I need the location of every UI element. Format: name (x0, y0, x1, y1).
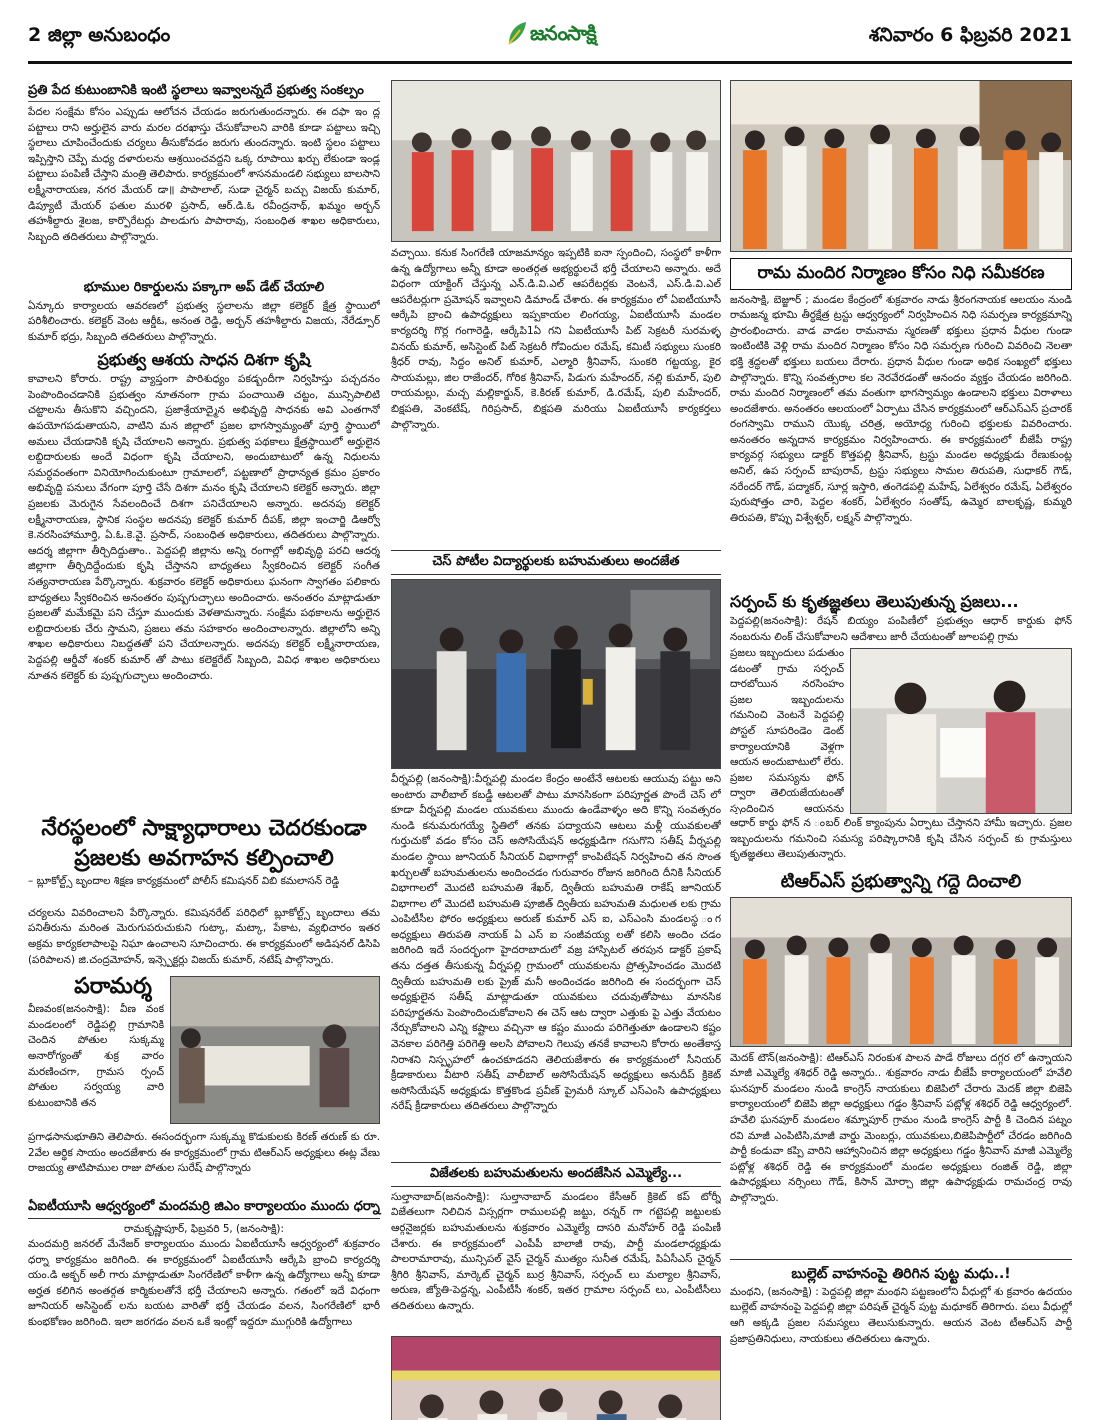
article-mla-prizes-headline: విజేతలకు బహుమతులను అందజేసిన ఎమ్మెల్యే... (391, 1162, 721, 1187)
page-date: శనివారం 6 ఫిబ్రవరి 2021 (868, 24, 1072, 46)
column-2 (391, 80, 721, 1420)
article-govtgoal-headline: ప్రభుత్వ ఆశయ సాధన దిశగా కృషి (97, 349, 311, 369)
article-sarpanch-headline: సర్పంచ్ కు కృతజ్ఞతలు తెలుపుతున్న ప్రజలు... (730, 591, 1019, 611)
newspaper-logo (506, 18, 626, 52)
logo-text: జనంసాక్షి (530, 21, 596, 45)
article-bullet-headline: బుల్లెట్ వాహనంపై తిరిగిన పుట్ట మధు..! (730, 1259, 1072, 1282)
article-chess-headline: చెస్ పోటీల విద్యార్థులకు బహుమతులు అందజేత (391, 550, 721, 575)
article-landrecords-headline: భూముల రికార్డులను పక్కాగా అప్ డేట్ చేయాలి (83, 279, 325, 295)
bjp-joining-photo (730, 897, 1072, 1047)
article-chess-body: వీర్నపల్లి (జనంసాక్షి):వీర్నపల్లి మండల కేంద్రం అంటేనే ఆటలకు ఆయువు పట్టు అని అంటారు వాలీబాల్ కబడ్డీ ఆటలతో పాటు మానసికంగా పరిపూర్ణత పొందే చెస్ లో కూడా వీర్నపల్లి మండల యువకులు ముందు ఉండేవాళ్ళం అది కొన్ని సంవత్సరం నుండి కనుమరుగయ్యే స్థితిలో తనకు పద్యాయని ఆటలు మళ్లీ యువకులతో గుర్తుచుకో వడం కోసం చెస్ అసోసియేషన్ అధ్యక్షుడిగా గసుగొని సతీష్ వీర్నపల్లి మండల స్థాయి జూనియర్ సీనియర్ విభాగాల్లో కాంపిటేషన్ నిర్వహించి తన సొంత ఖర్చులతో బహుమతులను అందించడం గురువారం రోజున జరిగింది దీనికి సీనియర్ విభాగాలలో మొదటి బహుమతి శేఖర్, ద్వితీయ బహుమతి రాకేష్ జూనియర్ విభాగాల లో మొదటి బహుమతి పూజిత్ ద్వితీయ బహుమతి మధులత లకు గ్రామ ఎంపిటీసీల ఫోరం అధ్యక్షులు అరుణ్ కుమార్ ఎస్ ఐ, ఎస్ఎంసి మండలస్థ ంగ అధ్యక్షులు తిరుపతి నాయక్ ఏ ఎస్ ఐ సంజీవయ్య లతో కలిసి అందిం చడం జరిగింది ఇదే సందర్భంగా హైదరాబాదులో వజ్ర హాస్పిటల్ తరపున డాక్టర్ ప్రకాష్ తను దత్తత తీసుకున్న వీర్నపల్లి గ్రామంలో యువకులను ప్రోత్సహించడం మొదటి ద్వితీయ బహుమతి లకు ప్రైజ్ మనీ అందించడం జరిగింది ఈ సందర్భంగా చెస్ అధ్యక్షులైన సతీష్ మాట్లాడుతూ యువకులు చదువుతోపాటు మానసిక పరిపూర్ణతను పెంపొందించుకోవాలని ఈ చెస్ ఆట ద్వారా ఎత్తుకు పై ఎత్తు వేయటం నేర్చుకోవాలని ఎన్ని కష్టాలు వచ్చినా ఆ కష్టం ముందు పరిగెత్తుతూ ఉండాలని కష్టం వెనకాల పరిగెత్తి పరిగెత్తి అలసి పోవాలని గెలుపు తనకే కావాలని కోరారు అంతేకాస్త నిరాశని నిస్పృహలో ఉంచకూడదని తెలియజేశారు ఈ కార్యక్రమంలో సీనియర్ క్రీడాకారులు వీటారి సతీష్ వాలీబాల్ అసోసియేషన్ అధ్యక్షులు అనుదీప్ క్రికెట్ అసోసియేషన్ అధ్యక్షుడు కొత్తకొండ ప్రవీణ్ ప్రైమరీ స్కూల్ ఎస్ఎంసి ఉపాధ్యక్షులు నరేష్ క్రీడాకారులు తదితరులు పాల్గొన్నారు (391, 772, 721, 1113)
article-trs-headline: టిఆర్ఎస్ ప్రభుత్వాన్ని గద్దె దించాలి (780, 870, 1022, 892)
article-crimescene-subhead: – బ్లూకోల్ట్స్ బృందాల శిక్షణ కార్యక్రమంలో పోలీస్ కమిషనర్ విబి కమలాసన్ రెడ్డి (28, 874, 340, 887)
article-rammandir-body: జనంసాక్షి, బెజ్జూర్ ; మండల కేంద్రంలో శుక్రవారం నాడు శ్రీరంగనాయక ఆలయం నుండి రామజన్మ భూమి తీర్థక్షేత్ర ట్రస్టు ఆధ్వర్యంలో నిర్వహించిన నిధి సమర్పణ కార్యక్రమాన్ని ప్రారంభించారు. వాడ వాడల రామనామ స్మరణతో భక్తులు ప్రధాన వీధుల గుండా ఇంటింటికి వెళ్లి రామ మందిర నిర్మాణం కోసం నిధి సమర్పణ గురించి వివరించి నెలతా భక్తి శ్రద్ధలతో భక్తులు బయలు దేరారు. ప్రధాన వీధుల గుండా అధిక సంఖ్యలో భక్తులు పాల్గొన్నారు. కొన్ని సంవత్సరాల కల నెరవేరడంతో ఆనందం వ్యక్తం చేయడం జరిగింది. రామ మందిర నిర్మాణంలో తమ వంతుగా భాగస్వామ్యం ఉండాలని భక్తులు విరాళాలు అందజేశారు. అనంతరం ఆలయంలో ఏర్పాటు చేసిన కార్యక్రమంలో ఆర్ఎస్ఎస్ ప్రచారక్ రంగస్వామి రాముని యొక్క చరిత్ర, అయోధ్య గురించి భక్తులకు వివరించారు. అనంతరం అన్నదాన కార్యక్రమం నిర్వహించారు. ఈ కార్యక్రమంలో బీజేపీ రాష్ట్ర కార్యవర్గ సభ్యులు డాక్టర్ కొత్తపల్లి శ్రీనివాస్, ట్రస్టు మండల అధ్యక్షుడు రేణుకుంట్ల అనిల్, ఉప సర్పంచ్ బాపురావ్, ట్రస్టు సభ్యులు సామల తిరుపతి, సుధాకర్ గౌడ్, నరేందర్ గౌడ్, పద్మాకర్, సూర్ల ఇస్తారి, తంగెడపల్లి మహేష్, ఏలేశ్వరం రమేష్, ఏలేశ్వరం పురుషోత్తం చారి, పెద్దల శంకర్, ఏలేశ్వరం సంతోష్, ఉమ్మెర బాలకృష్ణ, కుమ్మరి తిరుపతి, కొప్పు విశ్వేశ్వర్, లక్ష్మన్ పాల్గొన్నారు. (730, 293, 1072, 524)
article-landrecords-body: ఏన్కూరు కార్యాలయ ఆవరణలో ప్రభుత్వ స్థలాలను జిల్లా కలెక్టర్ క్షేత్ర స్థాయిలో పరిశీలించారు. కలెక్టర్ వెంట ఆర్డీఓ, అనంత రెడ్డి, అర్బన్ తహశీల్దారు విజయ, నేరేడ్పూర్ కుమార్ భద్రు, సిబ్బంది తదితరులు పాల్గొన్నారు. (28, 299, 380, 344)
article-condolence-headline: పరామర్శ (74, 973, 152, 999)
article-trs-body: మెదక్ టౌన్(జనంసాక్షి): టిఆర్ఎస్ నిరంకుశ పాలన పాడే రోజులు దగ్గర లో ఉన్నాయని మాజీ ఎమ్మెల్యే శశిధర్ రెడ్డి అన్నారు.. శుక్రవారం నాడు బీజేపీ కార్యాలయంలో హవేలి ఘనపూర్ మండలం నుండి కాంగ్రెస్ నాయకులు బిజెపిలో చేరారు మెదక్ జిల్లా బిజెపి కార్యాలయంలో బిజెపి జిల్లా అధ్యక్షులు గడ్డం శ్రీనివాస్ పట్లోళ్ల శశిధర్ రెడ్డి ఆధ్వర్యంలో. హవేలి ఘనపూర్ మండలం శమ్నాపూర్ గ్రామం నుండి కాంగ్రెస్ పార్టీ కి చెందిన పట్నం రవి మాజీ ఎంపిటిసి,మాజీ వార్డు మెంబర్లు, యువకులు,బిజెపిపార్టీలో చేరడం జరిగింది పార్టీ కండువా కప్పి వారిని ఆహ్వానించిన జిల్లా అధ్యక్షులు గడ్డం శ్రీనివాస్ మాజీ ఎమ్మెల్యే పట్లోళ్ల శశిధర్ రెడ్డి ఈ కార్యక్రమంలో మండల అధ్యక్షులు రంజిత్ రెడ్డి, జిల్లా ఉపాధ్యక్షులు నర్సింలు గౌడ్, కిసాన్ మోర్చా జిల్లా ఉపాధ్యక్షుడు రామచంద్ర రావు పాల్గొన్నారు. (730, 1051, 1072, 1204)
article-union-body: వచ్చాయి. కనుక సింగరేణి యాజమాన్యం ఇప్పటికి ఐనా స్పందించి, సంస్థలో కాళీగా ఉన్న ఉద్యోగాలు అన్నీ కూడా అంతర్గత అభ్యర్థులచే భర్తీ చేయాలని అన్నారు. అదే విధంగా యాక్టింగ్ చేస్తున్న ఎన్.డి.వి.ఎల్ ఆపరేటర్లకు వెంటనే, ఎస్.డి.వి.ఎల్ ఆపరేటర్లుగా ప్రమోషన్ ఇవ్వాలని డిమాండ్ చేశారు. ఈ కార్యక్రమం లో ఏఐటీయూసీ ఆర్కేపి బ్రాంచి ఉపాధ్యక్షులు ఇప్పకాయల లింగయ్య, ఏఐటీయూసీ మండల కార్యదర్శి గొర్ల గంగారెడ్డి, ఆర్కేపి1ఏ గని ఏఐటీయూసీ పిట్ సెక్రటరీ సురమళ్ళ వినయ్ కుమార్, అసిస్టెంట్ పిట్ సెక్రటరీ గోవిందుల రమేష్, కమిటీ సభ్యులు సుంకరి శ్రీధర్ రావు, సిద్దం అనిల్ కుమార్, ఎల్మారి శ్రీనివాస్, సుంకరి గట్టయ్య, కైర సాయమల్లు, జిల రాజేందర్, గోరిక శ్రీనివాస్, పిడుగు మహేందర్, నల్లి కుమార్, పులి రాయమల్లు, మచ్చ మల్లికార్జున్, కె.కిరణ్ కుమార్, డి.రమేష్, పులి మహేందర్, బిక్షపతి, వెంకటేష్, గిరిప్రసాద్, బిక్షపతి మరియు ఏఐటీయూసీ కార్యకర్తలు పాల్గొన్నారు. (391, 247, 721, 431)
article-housing-headline: ప్రతి పేద కుటుంబానికి ఇంటి స్థలాలు ఇవ్వాలన్నదే ప్రభుత్వ సంకల్పం (28, 84, 380, 102)
divider (28, 1218, 380, 1219)
chess-prize-photo (391, 579, 721, 769)
leaf-icon (506, 20, 528, 48)
article-bullet-body: మంథని, (జనంసాక్షి) : పెద్దపల్లి జిల్లా మంథని పట్టణంలోని వీధుల్లో శు క్రవారం ఉదయం బుల్లెట్ వాహనంపై పెద్దపల్లి జిల్లా పరిషత్ చైర్మన్ పుట్ట మధూకర్ తిరిగారు. పలు వీధుల్లో ఆగి అక్కడి ప్రజల సమస్యలు తెలుసుకున్నారు. ఆయన వెంట టీఆర్ఎస్ పార్టీ ప్రజాప్రతినిధులు, నాయకులు తదితరులు ఉన్నారు. (730, 1285, 1072, 1345)
article-sarpanch-body: ఆధార్ కార్డు ఫోన్ న ంబర్ లింక్ క్యాంపును ఏర్పాటు చేస్తానని హామీ ఇచ్చారు. ప్రజల ఇబ్బందులను గమనించి సమస్య పరిష్కారానికి కృషి చేసిన సర్పంచ్ కు గ్రామస్తులు కృతజ్ఞతలు తెలుపుతున్నారు. (730, 816, 1072, 861)
article-condolence-side-text: వీణవంక(జనంసాక్షి): వీణ వంక మండలంలో రెడ్డిపల్లి గ్రామానికి చెందిన పోతుల సుక్కమ్మ అనారోగ్యంతో శుక్ర వారం మరణించగా, గ్రామస ర్పంచ్ పోతుల సర్వయ్య వారి కుటుంబానికి తన (28, 1003, 164, 1109)
article-crimescene-headline-1: నేరస్థలంలో సాక్ష్యాధారాలు చెదరకుండా (41, 816, 367, 842)
article-mla-prizes-body: సుల్తానాబాద్(జనంసాక్షి): సుల్తానాబాద్ మండలం కేసీఆర్ క్రికెట్ కప్ టోర్నీ విజేతలుగా నిలిచిన విస్సర్లగా రాములపల్లి జట్టు, రన్నర్ గా గట్టెపల్లి జట్టులకు ఆర్గనైజర్లకు బహుమతులను శుక్రవారం ఎమ్మెల్యే దాసరి మనోహర్ రెడ్డి పంపిణీ చేశారు. ఈ కార్యక్రమంలో ఎంపీపీ బాలాజీ రావు, పార్టీ మండలాధ్యక్షుడు పాలరామారావు, మున్సిపల్ వైస్ చైర్మన్ ముత్యం సునీత రమేష్, పిఏసీఎస్ చైర్మన్ శ్రీగిరి శ్రీనివాస్, మార్కెట్ చైర్మన్ బుర్ర శ్రీనివాస్, సర్పంచ్ లు మల్యాల శ్రీనివాస్, అరుణ, జ్యోతి-పెద్దన్న, ఎంపీటీసీ శంకర్, ఇతర గ్రామాల సర్పంచ్ లు, ఎంపీటీసీలు తదితరులు ఉన్నారు. (391, 1190, 721, 1313)
column-1 (28, 80, 380, 1347)
article-govtgoal-body: కావాలని కోరారు. రాష్ట్ర వ్యాప్తంగా పారిశుధ్యం పకడ్బందీగా నిర్వహిస్తు పచ్చదనం పెంపొందించడానికి ప్రభుత్వం నూతనంగా గ్రామ పంచాయితి చట్టం, మున్సిపాలిటి చట్టాలను తీసుకొని వచ్చిందని, ప్రజాశ్రేయాద్మైన అభివృద్ది సాధనకు అవి ఎంతగానో ఉపయోగపడుతాయని, వాటిని మన జిల్లాలో ప్రజల భాగస్వామ్యంతో పూర్తి స్థాయిలో అమలు చేయడానికి కృషి చేయాలని అన్నారు. ప్రభుత్వ పథకాలు క్షేత్రస్థాయిలో అర్హులైన లబ్దిదారులకు అందే విధంగా కృషి చేయాలని, అందుబాటులో ఉన్న నిధులను సమర్ధవంతంగా వినియోగించుకుంటూ గ్రామాలలో, పట్టణాలో ప్రాధాన్యత క్రమం ప్రకారం అభివృద్ది పనులు వేగంగా పూర్తి చేసే దిశగా మనం కృషి చేయాలని కలెక్టర్ అన్నారు. జిల్లా ప్రజలకు మెరుగైన సేవలందించే దిశగా పనిచేయాలని అన్నారు. అదనపు కలెక్టర్ లక్ష్మీనారాయణ, స్థానిక సంస్థల అదనపు కలెక్టర్ కుమార్ దీపక్, జిల్లా ఇంచార్జి డిఆర్వో కె.నరసింహామూర్తి, ఏ.ఓ.కె.వై. ప్రసాద్, సంబంధిత అధికారులు, తదితరులు పాల్గొన్నారు. ఆదర్శ జిల్లాగా తీర్చిదిద్దుతాం.. పెద్దపల్లి జిల్లాను అన్ని రంగాల్లో అభివృద్ధి పరచి ఆదర్శ జిల్లాగా తీర్చిదిద్దేందుకు కృషి చేస్తానని బాధ్యతలు స్వీకరించిన కలెక్టర్ సంగీత సత్యనారాయణ పేర్కొన్నారు. శుక్రవారం కలెక్టర్ అధికారులు ఘనంగా స్వాగతం పలికారు బాధ్యతలు స్వీకరించిన అనంతరం పుష్పగుచ్ఛాలు అందించారు. అనంతరం మాట్లాడుతూ ప్రజలతో మమేకమై పని చేస్తూ ముందుకు వెళతామన్నారు. సంక్షేమ పథకాలను అర్హులైన లబ్దిదారులకు చేరు స్తామని, ప్రజలు తమ సహకారం అందించాలన్నారు. జిల్లాలోని అన్ని శాఖల అధికారులు నిబద్ధతతో పని చేయాలన్నారు. అదనపు కలెక్టర్ లక్ష్మీనారాయణ, పెద్దపల్లి ఆర్డీవో శంకర్ కుమార్ తో పాటు కలెక్టరేట్ సిబ్బంది, వివిధ శాఖల అధికారులు నూతన కలెక్టర్ కు పుష్పగుచ్ఛాలు అందించారు. (28, 373, 380, 682)
column-3 (730, 80, 1072, 1365)
ram-mandir-rally-photo (730, 80, 1072, 252)
article-sarpanch-intro: పెద్దపల్లి(జనంసాక్షి): రేషన్ బియ్యం పంపిణీలో ప్రభుత్వం ఆధార్ కార్డుకు ఫోన్ నంబరును లింక్ చేసుకోవాలని ఆదేశాలు జారీ చేయటంతో జూలపల్లి గ్రామ (730, 614, 1072, 643)
article-housing-body: పేదల సంక్షేమ కోసం ఎప్పుడు ఆలోచన చేయడం జరుగుతుందన్నారు. ఈ దఫా ఇం ద్ల పట్టాలు రాని అర్హులైన వారు మరల దరఖాస్తు చేసుకోవాలని వారికి కూడా పట్టాలు ఇచ్చి స్థలాలు చూపించేందుకు చర్యలు తీసుకోవడం జరుగు తుందన్నారు. ఇంటి స్థలం పట్టాలు ఇప్పిస్తాని చెప్పే మధ్య దళారులను ఆశ్రయించవద్దని ఒక్క రూపాయి ఖర్చు లేకుండా ఇండ్ల పట్టాలు పంపిణీ చేస్తాని మంత్రి తెలిపారు. కార్యక్రమంలో శాసనమండలి సభ్యులు బాలసాని లక్ష్మీనారాయణ, నగర మేయర్ డా॥ పాపాలాల్, సుడా చైర్మన్ బచ్చు విజయ్ కుమార్, డిప్యూటీ మేయర్ ఫతుల మురళి ప్రసాద్, ఆర్.డి.ఓ రవీంద్రనాథ్, ఖమ్మం అర్బన్ తహశీల్దారు శైలజ, కార్పొరేటర్లు పాలడుగు పాపారావు, సంబంధిత శాఖల అధికారులు, సిబ్బంది తదితరులు పాల్గొన్నారు. (28, 105, 380, 243)
article-sarpanch-side-text: ప్రజలు ఇబ్బందులు పడుతుం డటంతో గ్రామ సర్పంచ్ దారబోయిన నరసింహం ప్రజల ఇబ్బందులను గమనించి వెంటనే పెద్దపల్లి పోస్టల్ సూపరిండెం డెంట్ కార్యాలయానికి వెళ్లగా ఆయన అందుబాటులో లేరు. ప్రజల సమస్యను ఫోన్ ద్వారా తెలియజేయటంతో స్పందించిన ఆయనను (730, 646, 844, 814)
article-rammandir-headline: రామ మందిర నిర్మాణం కోసం నిధి సమీకరణ (730, 258, 1072, 290)
cricket-prize-photo (391, 1336, 721, 1420)
article-crimescene-body: చర్యలను వివరించాలని పేర్కొన్నారు. కమిషనరేట్ పరిధిలో బ్లూకోల్ట్స్ బృందాలు తమ పనితీరును మరింత మెరుగుపరుచుకుని గుట్కా, మట్కా, పేకాట, వ్యభిచారం ఇతర అక్రమ కార్యకలాపాలపై నిఘా ఉంచాలని సూచించారు. ఈ కార్యక్రమంలో అడిషనల్ డిసిపి (పరిపాలన) జి.చంద్రమోహన్, ఇన్స్పెక్టర్లు విజయ్ కుమార్, నటేష్ పాల్గొన్నారు. (28, 906, 380, 966)
page-masthead (28, 14, 1072, 64)
article-dharna-byline: రామకృష్ణాపూర్, ఫిబ్రవరి 5, (జనంసాక్షి): (124, 1223, 284, 1236)
condolence-photo (170, 976, 380, 1124)
sarpanch-photo (850, 648, 1072, 814)
article-crimescene-headline-2: ప్రజలకు అవగాహన కల్పించాలి (74, 845, 334, 871)
union-protest-photo (391, 80, 721, 242)
page-section-label: 2 జిల్లా అనుబంధం (28, 24, 171, 46)
article-dharna-headline: ఏఐటీయూసి ఆధ్వర్యంలో మందమర్రి జిఎం కార్యాలయం ముందు ధర్నా (28, 1199, 380, 1215)
article-condolence-body: ప్రగాఢసానుభూతిని తెలిపారు. ఈసందర్భంగా సుక్కమ్మ కొడుకులకు కిరణ్ తరుణ్ కు రూ. 2వేల ఆర్థిక సాయం అందజేశారు ఈ కార్యక్రమంలో గ్రామ టిఆర్ఎస్ అధ్యక్షులు ఈట్ల వేణు రాజయ్య తాటిపాముల రాజు పోతుల సురేష్ పాల్గొన్నారు (28, 1131, 380, 1175)
article-dharna-body: మందమర్రి జనరల్ మేనేజర్ కార్యాలయం ముందు ఏఐటీయూసీ ఆధ్వర్యంలో శుక్రవారం ధర్నా కార్యక్రమం జరిగింది. ఈ కార్యక్రమంలో ఏఐటీయూసీ ఆర్కేపి బ్రాంచి కార్యదర్శి యం.డి అక్బర్ అలీ గారు మాట్లాడుతూ సింగరేణిలో కాళీగా ఉన్న ఉద్యోగాలు అన్నీ కూడా అర్హత కలిగిన అంతర్గత కార్మికులతోనే భర్తీ చేయాలని అన్నారు. గతంలో ఇదే విధంగా జూనియర్ అసిస్టెంట్ లను బయట వారితో భర్తీ చేయడం వలన, సింగరేణిలో భారీ కుంభకోణం జరిగింది. ఇలా జరగడం వలన ఒకే ఇంట్లో ఇద్దరూ ముగ్గురికి ఉద్యోగాలు (28, 1238, 380, 1329)
